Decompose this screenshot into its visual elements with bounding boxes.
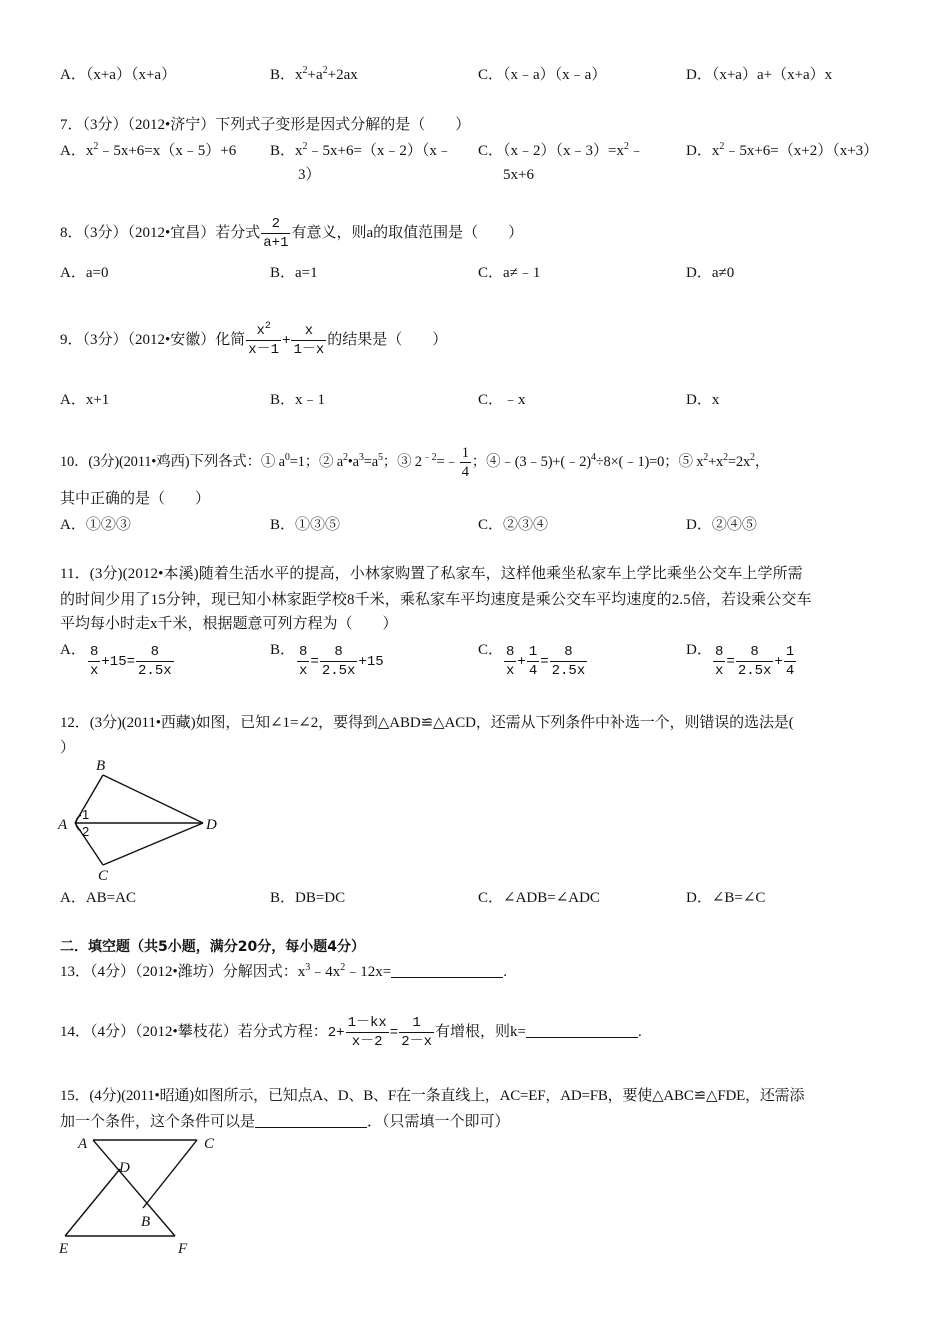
q10-fraction: $\frac{1}{4}$ [461,445,469,481]
q12-option-c: C．∠ADB=∠ADC [478,890,600,906]
q8-option-a: A．a=0 [60,265,109,281]
q12-option-a: A．AB=AC [60,890,136,906]
q15-stem-line1: 15．(4分)(2011•昭通)如图所示，已知点A、D、B、F在一条直线上，AC=EF，AD=FB，要使△ABC≌△FDE，还需添 [60,1088,805,1104]
q9-option-d: D．x [686,392,720,408]
q14-answer-blank[interactable] [526,1023,638,1038]
q12-figure [55,755,225,885]
label-angle-1: 1 [82,807,90,822]
q9-stem: 9．（3分）（2012•安徽）化简 $\frac{x^2}{x-1}$ + $\frac{x}{1-x}$ 的结果是（ ） [60,321,448,359]
q7-option-a: A．$x^2﹣5x+6=x(x﹣5)+6$ [60,141,237,159]
q11-stem-line1: 11．(3分)(2012•本溪)随着生活水平的提高，小林家购置了私家车，这样他乘坐私家车上学比乘坐公交车上学所需 [60,566,803,582]
q8-option-c: C．a≠﹣1 [478,265,541,281]
label-a: A [78,1136,88,1152]
q10-option-c: C．②③④ [478,517,549,533]
q8-stem: 8．（3分）（2012•宜昌）若分式 $\frac{2}{a+1}$ 有意义，则a的取值范围是（ ） [60,216,524,252]
q7-option-d: D．$x^2﹣5x+6=(x+2)(x+3)$ [686,141,879,159]
q11-option-b: $\frac{8}{x}$ = $\frac{8}{2.5x}$ +15 [299,643,384,679]
label-c: C [204,1136,215,1152]
q7-stem: 7．（3分）（2012•济宁）下列式子变形是因式分解的是（ ） [60,117,471,133]
q11-stem-line3: 平均每小时走x千米，根据题意可列方程为（ ） [60,616,398,632]
label-b: B [96,758,106,774]
label-f: F [178,1241,188,1257]
q11-option-a-label: A． [60,642,86,658]
q6-option-a: A．（x+a）（x+a） [60,67,177,83]
q6-option-b: B．$x^2+a^2+2ax$ [270,65,358,83]
q15-stem-line2: 加一个条件，这个条件可以是 ．（只需填一个即可） [60,1114,510,1130]
q10-stem-line2: 其中正确的是（ ） [60,491,211,507]
q7-option-b-line2: 3） [298,167,321,183]
label-e: E [59,1241,69,1257]
q7-option-b: B．$x^2﹣5x+6=(x﹣2)(x﹣$ [270,141,452,159]
q14-fraction-2: $\frac{1}{2-x}$ [401,1015,433,1051]
label-angle-2: 2 [82,824,90,839]
q12-stem-line1: 12．(3分)(2011•西藏)如图，已知∠1=∠2，要得到△ABD≌△ACD，还需从下列条件中补选一个，则错误的选法是( [60,715,794,731]
q12-option-b: B．DB=DC [270,890,346,906]
q7-option-c: C．$(x﹣2)(x﹣3)=x^2﹣$ [478,141,644,159]
q12-stem-line2: ） [60,740,76,756]
q11-option-a: $\frac{8}{x}$ +15= $\frac{8}{2.5x}$ [90,643,172,679]
q11-stem-line2: 的时间少用了15分钟，现已知小林家距学校8千米，乘私家车平均速度是乘公交车平均速度的2.5倍，若设乘公交车 [60,592,812,608]
segment-cd [103,823,203,865]
q11-option-c: $\frac{8}{x}$ + $\frac{1}{4}$ = $\frac{8}{2.5x}$ [506,643,586,679]
q12-option-d: D．∠B=∠C [686,890,766,906]
q8-option-d: D．a≠0 [686,265,735,281]
q9-option-a: A．x+1 [60,392,110,408]
q10-option-a: A．①②③ [60,517,131,533]
q11-option-d: $\frac{8}{x}$ = $\frac{8}{2.5x}$ + $\frac{1}{4}$ [715,643,795,679]
q6-option-c: C．（x﹣a）（x﹣a） [478,67,607,83]
q11-option-b-label: B． [270,642,296,658]
q8-option-b: B．a=1 [270,265,318,281]
q15-answer-blank[interactable] [255,1113,367,1128]
label-b: B [141,1214,151,1230]
q9-fraction-2: $\frac{x}{1-x}$ [293,323,325,359]
q9-option-b: B．x﹣1 [270,392,326,408]
q9-option-c: C．﹣x [478,392,526,408]
segment-cb [143,1140,197,1208]
q13-stem: 13．（4分）（2012•潍坊）分解因式：$x^3﹣4x^2﹣12x=$ . [60,962,507,980]
label-a: A [58,817,68,833]
segment-bd [103,775,203,823]
segment-de [65,1169,120,1236]
q10-option-b: B．①③⑤ [270,517,341,533]
label-d: D [119,1160,130,1176]
q15-figure [55,1132,225,1257]
section-heading: 二．填空题（共5小题，满分20分，每小题4分） [60,939,365,955]
label-d: D [206,817,217,833]
q14-fraction-1: $\frac{1-kx}{x-2}$ [347,1015,387,1051]
q7-option-c-line2: 5x+6 [503,167,534,183]
q6-option-d: D．（x+a）a+（x+a）x [686,67,833,83]
q14-stem: 14．（4分）（2012•攀枝花）若分式方程：2+ $\frac{1-kx}{x-2}$ = $\frac{1}{2-x}$ 有增根，则k= . [60,1015,642,1051]
q10-option-d: D．②④⑤ [686,517,757,533]
q9-fraction-1: $\frac{x^2}{x-1}$ [248,321,280,359]
q11-option-c-label: C． [478,642,504,658]
q13-answer-blank[interactable] [391,963,503,978]
q11-option-d-label: D． [686,642,712,658]
q8-fraction: $\frac{2}{a+1}$ [263,216,289,252]
label-c: C [98,868,109,884]
q10-stem: 10．(3分)(2011•鸡西)下列各式：① $a^0=1$；② $a^2•a^3=a^5$；③ $2^{﹣2}=﹣$ $\frac{1}{4}$ ；④﹣(3﹣5)+(﹣2)$^4$÷8×(﹣1)=0；⑤ $x^2+x^2=2x^2$， [60,445,770,481]
